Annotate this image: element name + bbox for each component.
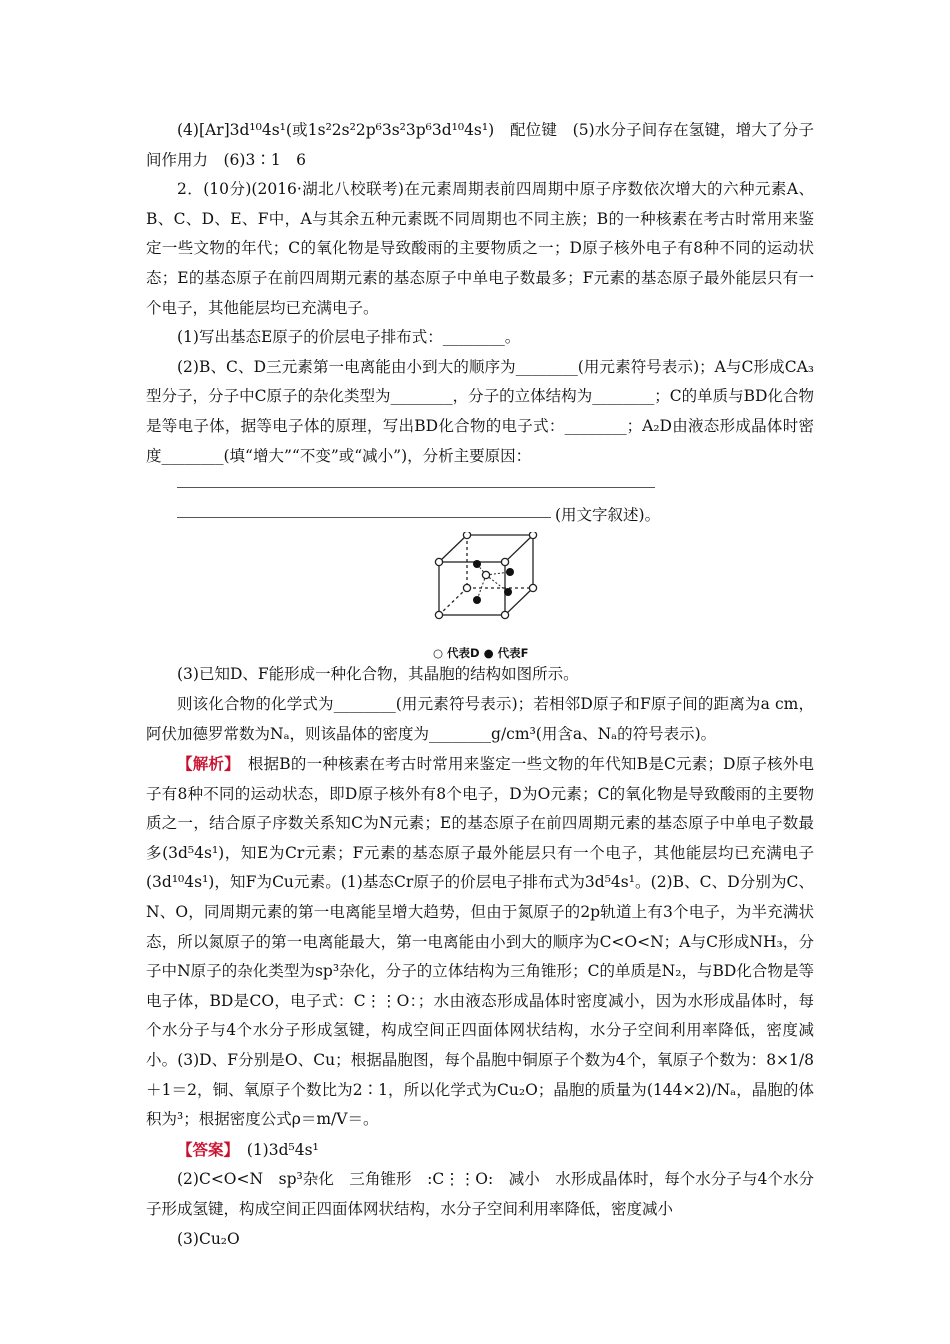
question-2-part-1: (1)写出基态E原子的价层电子排布式：________。 [177, 328, 521, 347]
answer-blank-line-1 [177, 471, 814, 501]
answer-line-1 [146, 1135, 814, 1166]
answer-continuation: (4)[Ar]3d¹⁰4s¹(或1s²2s²2p⁶3s²3p⁶3d¹⁰4s¹) 配位键 (5)水分子间存在氢键，增大了分子间作用力 (6)3∶1 6 [146, 121, 814, 169]
question-2-part-2-end: (用文字叙述)。 [555, 505, 661, 524]
unit-cell-diagram [433, 532, 545, 638]
answer-1-text: (1)3d⁵4s¹ [231, 1140, 319, 1159]
analysis-paragraph [146, 749, 814, 1135]
answer-line-2: (2)C<O<N sp³杂化 三角锥形 :C⋮⋮O: 减小 水形成晶体时，每个水分子与4个水分子形成氢键，构成空间正四面体网状结构，水分子空间利用率降低，密度减小 [146, 1170, 814, 1218]
document-page [146, 116, 814, 1254]
question-2-part-3: (3)已知D、F能形成一种化合物，其晶胞的结构如图所示。 [177, 665, 579, 684]
question-2-part-3-b: 则该化合物的化学式为________(用元素符号表示)；若相邻D原子和F原子间的距离为a cm，阿伏加德罗常数为Nₐ，则该晶体的密度为________g/cm³(用含a、Nₐ的符号表示)。 [146, 694, 814, 743]
answer-tag: 【答案】 [177, 1139, 232, 1159]
question-2-stem: 2．(10分)(2016·湖北八校联考)在元素周期表前四周期中原子序数依次增大的六种元素A、B、C、D、E、F中，A与其余五种元素既不同周期也不同主族；B的一种核素在考古时常用来鉴定一些文物的年代；C的氧化物是导致酸雨的主要物质之一；D原子核外电子有8种不同的运动状态；E的基态原子在前四周期元素的基态原子中单电子数最多；F元素的基态原子最外能层只有一个电子，其他能层均已充满电子。 [146, 180, 814, 317]
analysis-text: 根据B的一种核素在考古时常用来鉴定一些文物的年代知B是C元素；D原子核外电子有8种不同的运动状态，即D原子核外有8个电子，D为O元素；C的氧化物是导致酸雨的主要物质之一，结合原子序数关系知C为N元素；E的基态原子在前四周期元素的基态原子中单电子数最多(3d⁵4s¹)，知E为Cr元素；F元素的基态原子最外能层只有一个电子，其他能层均已充满电子(3d¹⁰4s¹)，知F为Cu元素。(1)基态Cr原子的价层电子排布式为3d⁵4s¹。(2)B、C、D分别为C、N、O，同周期元素的第一电离能呈增大趋势，但由于氮原子的2p轨道上有3个电子，为半充满状态，所以氮原子的第一电离能最大，第一电离能由小到大的顺序为C<O<N；A与C形成NH₃，分子中N原子的杂化类型为sp³杂化，分子的立体结构为三角锥形；C的单质是N₂，与BD化合物是等电子体，BD是CO，电子式：C⋮⋮O：；水由液态形成晶体时密度减小，因为水形成晶体时，每个水分子与4个水分子形成氢键，构成空间正四面体网状结构，水分子空间利用率降低，密度减小。(3)D、F分别是O、Cu；根据晶胞图，每个晶胞中铜原子个数为4个，氧原子个数为：8×1/8＋1＝2，铜、氧原子个数比为2∶1，所以化学式为Cu₂O；晶胞的质量为(144×2)/Nₐ，晶胞的体积为³；根据密度公式ρ＝m/V＝。 [146, 755, 814, 1129]
figure-legend: ○ 代表D ● 代表F [433, 646, 529, 661]
answer-line-3: (3)Cu₂O [177, 1229, 240, 1248]
question-2-part-2: (2)B、C、D三元素第一电离能由小到大的顺序为________(用元素符号表示)；A与C形成CA₃型分子，分子中C原子的杂化类型为________，分子的立体结构为________；C的单质与BD化合物是等电子体，据等电子体的原理，写出BD化合物的电子式：________；A₂D由液态形成晶体时密度________(填“增大”“不变”或“减小”)，分析主要原因： [146, 357, 814, 465]
analysis-tag: 【解析】 [177, 754, 233, 774]
answer-blank-line-2 [177, 501, 814, 531]
crystal-cell-figure [146, 532, 814, 660]
